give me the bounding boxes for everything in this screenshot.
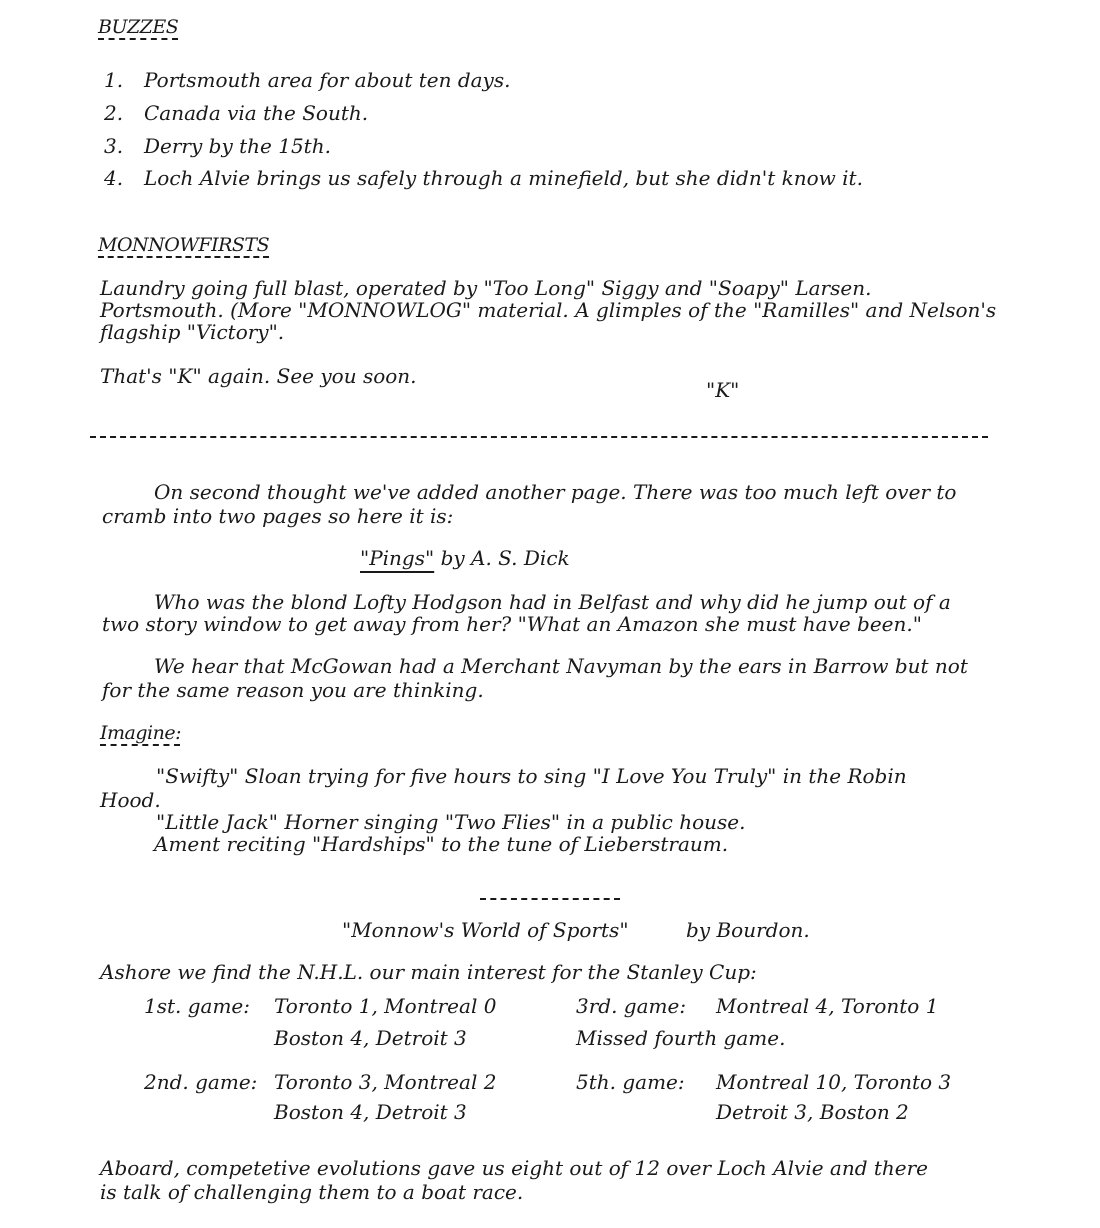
- buzz-item: Canada via the South.: [144, 101, 369, 125]
- imagine-heading: Imagine:: [100, 722, 181, 744]
- game-result: Boston 4, Detroit 3: [274, 1100, 467, 1124]
- pings-paragraph-line: We hear that McGowan had a Merchant Navyman by the ears in Barrow but not: [154, 654, 968, 678]
- game-result: Montreal 10, Toronto 3: [716, 1070, 952, 1094]
- imagine-line: "Swifty" Sloan trying for five hours to sing "I Love You Truly" in the Robin: [156, 764, 907, 788]
- pings-paragraph-line: two story window to get away from her? "What an Amazon she must have been.": [102, 612, 922, 636]
- game-result: Toronto 3, Montreal 2: [274, 1070, 497, 1094]
- section-divider: [90, 436, 988, 438]
- monnowfirsts-heading: MONNOWFIRSTS: [98, 234, 270, 256]
- buzz-number: 1.: [104, 68, 124, 92]
- game-label: 1st. game:: [144, 994, 251, 1018]
- game-result: Boston 4, Detroit 3: [274, 1026, 467, 1050]
- buzzes-heading: BUZZES: [98, 16, 179, 38]
- buzz-item: Loch Alvie brings us safely through a minefield, but she didn't know it.: [144, 166, 863, 190]
- buzz-item: Derry by the 15th.: [144, 134, 331, 158]
- signature: "K": [706, 378, 740, 402]
- addendum-line: cramb into two pages so here it is:: [102, 504, 454, 528]
- game-result: Montreal 4, Toronto 1: [716, 994, 939, 1018]
- imagine-line: "Little Jack" Horner singing "Two Flies" in a public house.: [156, 810, 746, 834]
- game-label: 3rd. game:: [576, 994, 687, 1018]
- pings-paragraph-line: Who was the blond Lofty Hodgson had in Belfast and why did he jump out of a: [154, 590, 951, 614]
- addendum-line: On second thought we've added another page. There was too much left over to: [154, 480, 957, 504]
- pings-title-line: [360, 546, 570, 570]
- monnowfirsts-line: Laundry going full blast, operated by "Too Long" Siggy and "Soapy" Larsen.: [100, 276, 872, 300]
- signoff: That's "K" again. See you soon.: [100, 364, 417, 388]
- sports-intro: Ashore we find the N.H.L. our main interest for the Stanley Cup:: [100, 960, 757, 984]
- pings-title: "Pings": [360, 546, 435, 570]
- closing-line: Aboard, competetive evolutions gave us eight out of 12 over Loch Alvie and there: [100, 1156, 929, 1180]
- buzz-item: Portsmouth area for about ten days.: [144, 68, 511, 92]
- game-label: 2nd. game:: [144, 1070, 258, 1094]
- pings-byline: by A. S. Dick: [440, 546, 570, 570]
- game-result: Detroit 3, Boston 2: [716, 1100, 909, 1124]
- pings-paragraph-line: for the same reason you are thinking.: [102, 678, 484, 702]
- short-divider: [480, 898, 620, 900]
- monnowfirsts-line: Portsmouth. (More "MONNOWLOG" material. A glimples of the "Ramilles" and Nelson's: [100, 298, 997, 322]
- imagine-line: Ament reciting "Hardships" to the tune of Lieberstraum.: [154, 832, 729, 856]
- sports-title: "Monnow's World of Sports": [342, 918, 629, 942]
- buzz-number: 4.: [104, 166, 124, 190]
- buzz-number: 3.: [104, 134, 124, 158]
- game-result: Missed fourth game.: [576, 1026, 786, 1050]
- buzz-number: 2.: [104, 101, 124, 125]
- imagine-line: Hood.: [100, 788, 161, 812]
- closing-line: is talk of challenging them to a boat race.: [100, 1180, 524, 1204]
- monnowfirsts-line: flagship "Victory".: [100, 320, 285, 344]
- game-result: Toronto 1, Montreal 0: [274, 994, 497, 1018]
- game-label: 5th. game:: [576, 1070, 685, 1094]
- sports-byline: by Bourdon.: [686, 918, 810, 942]
